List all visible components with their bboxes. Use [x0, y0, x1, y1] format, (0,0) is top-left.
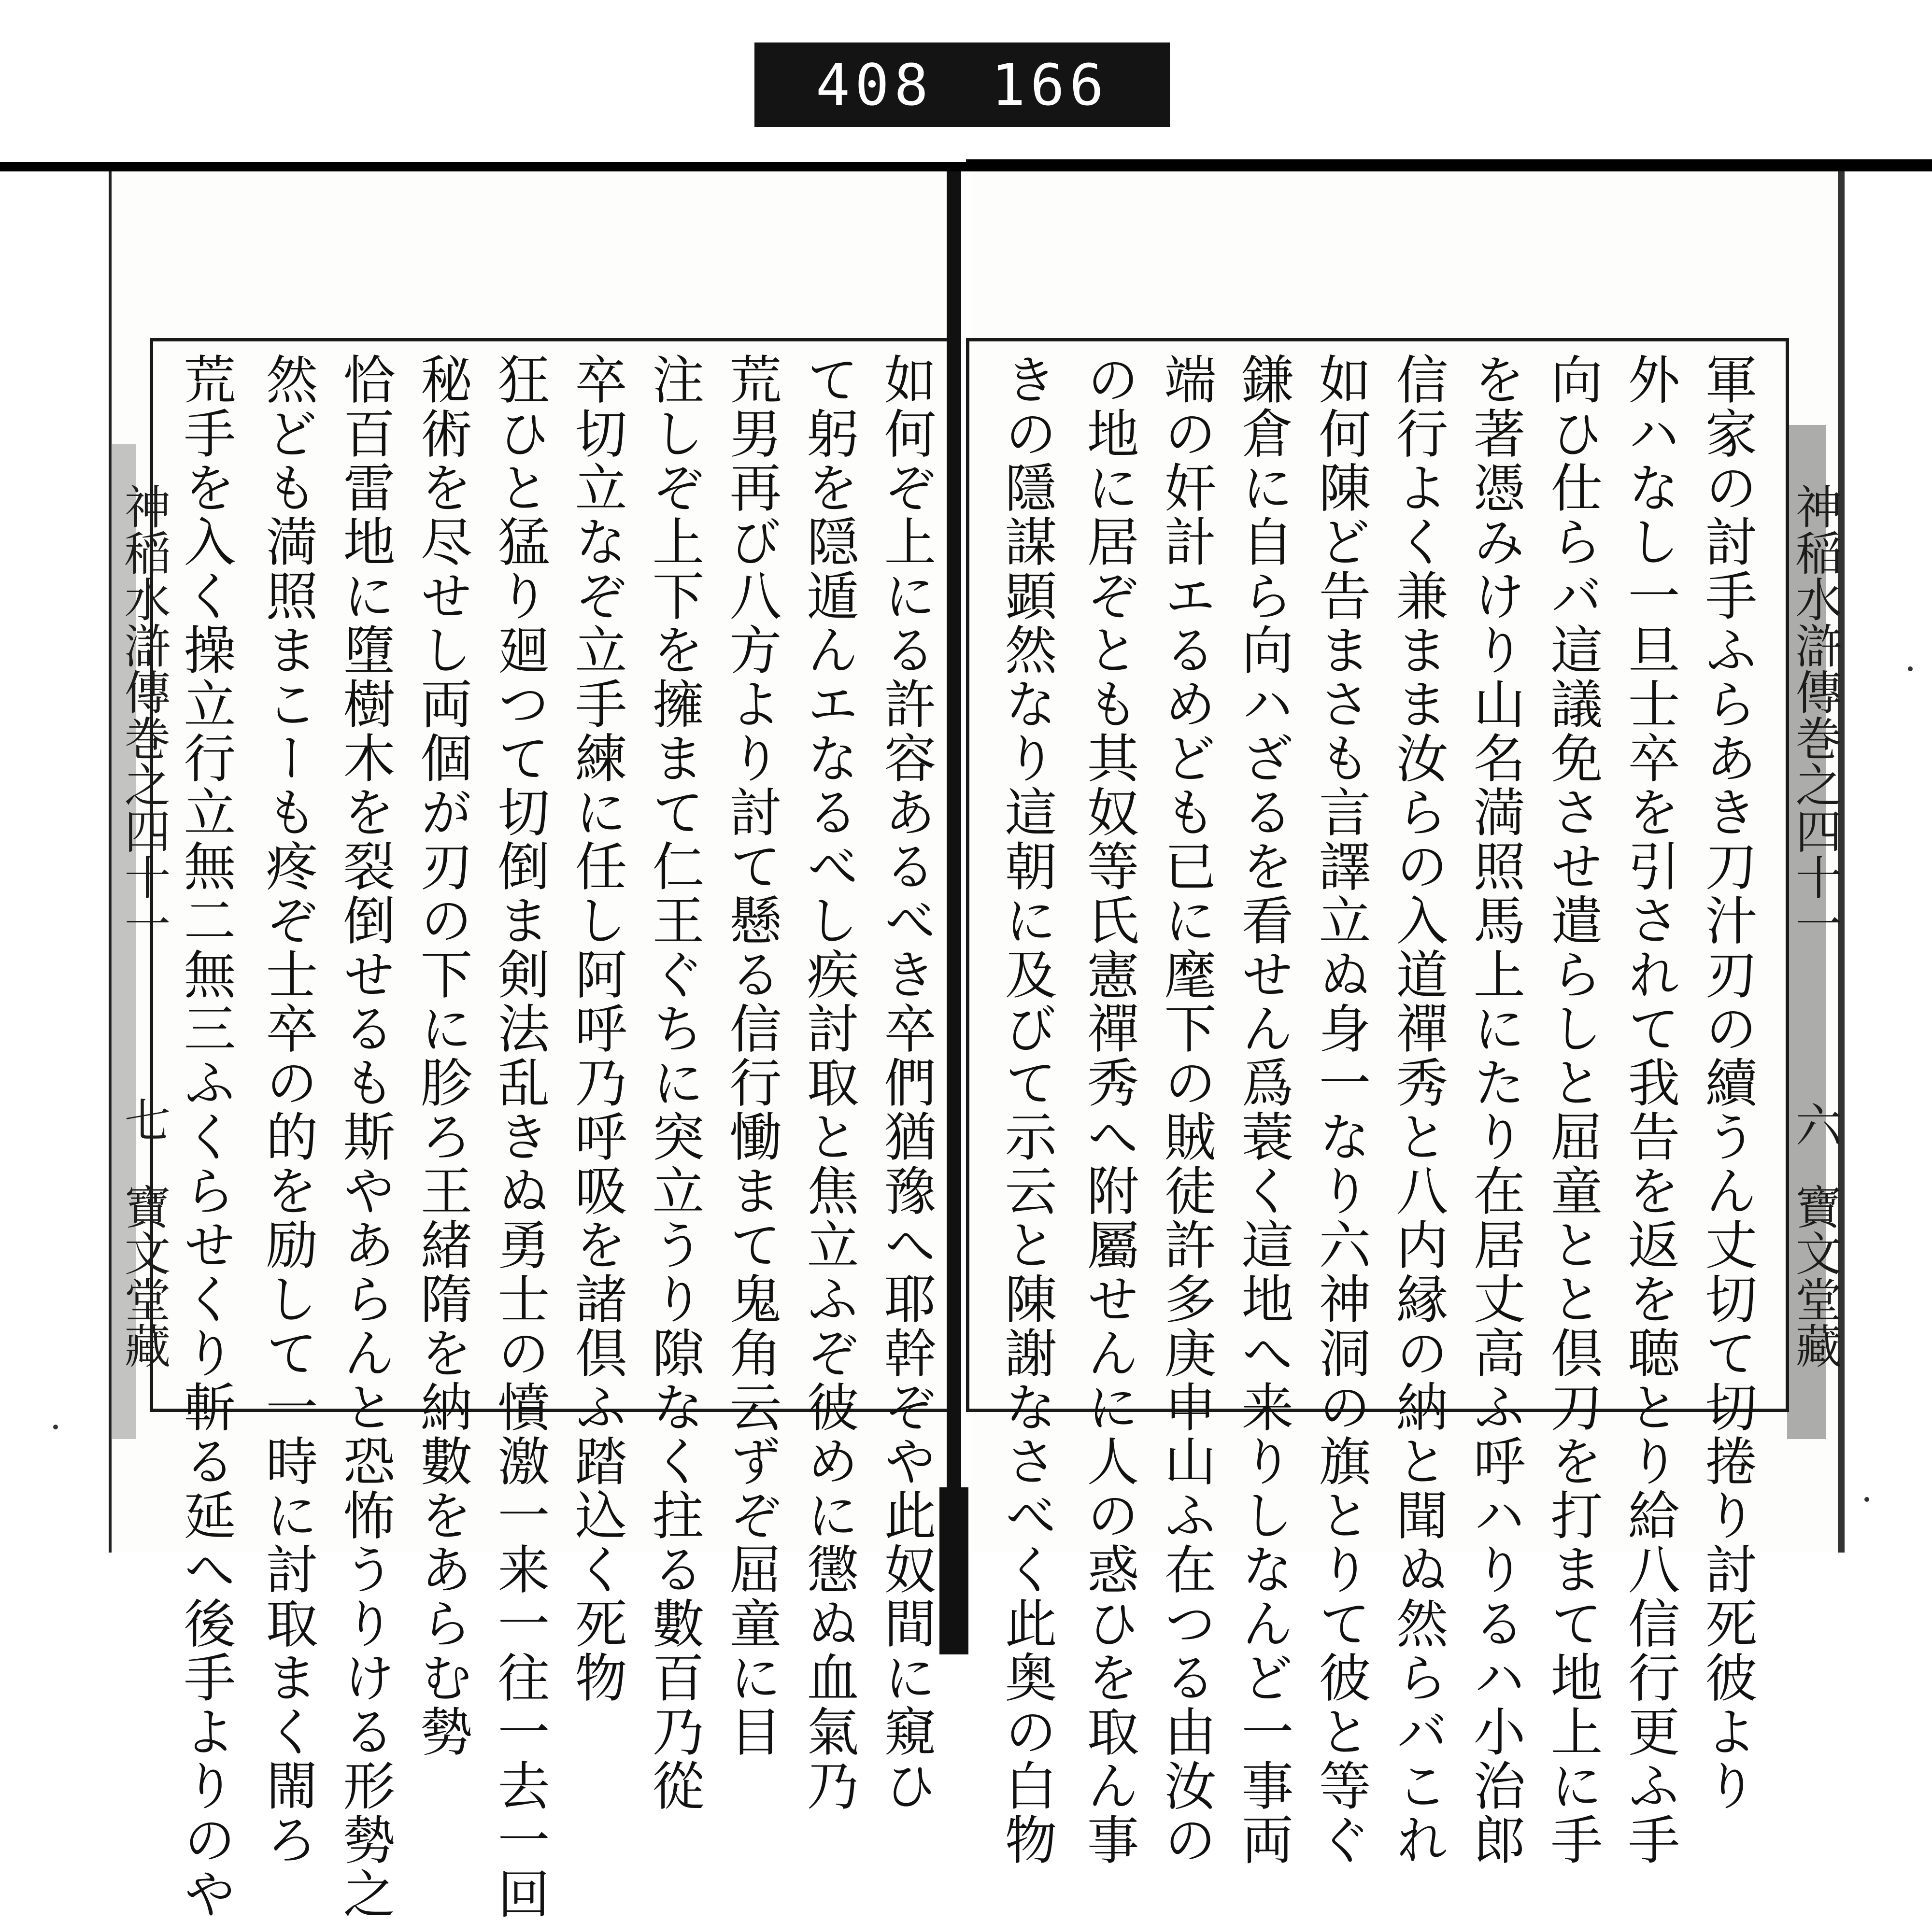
right-page-folio: 六	[1788, 1101, 1842, 1147]
right-col-2: 外ハなし一旦士卒を引されて我告を返を聴とり給八信行更ふ手	[1619, 353, 1679, 1867]
right-col-9: の地に居ぞとも其奴等氏憲禪秀へ附屬せんに人の惑ひを取ん事	[1078, 353, 1138, 1867]
right-col-6: 如何陳ど告まさも言譯立ぬ身一なり六神洞の旗とりて彼と等ぐ	[1310, 353, 1370, 1867]
left-col-7: 秘術を尽せし両個が刃の下に胗ろ王緒隋を納數をあらむ勢	[412, 353, 472, 1759]
scan-speck	[53, 1425, 58, 1429]
left-page-publisher: 寶文堂藏	[117, 1183, 171, 1369]
book-gutter	[947, 171, 961, 1654]
right-col-8: 端の奸計エるめども已に麾下の賊徒許多庚申山ふ在つる由汝の	[1155, 353, 1216, 1867]
right-col-3: 向ひ仕らバ這議免させ遣らしと屈童とと倶刀を打まて地上に手	[1542, 353, 1602, 1867]
left-page-header: 神稲水滸傳巻之四十一	[117, 483, 171, 946]
catalog-number-left: 408	[815, 51, 933, 118]
left-col-4: 注しぞ上下を擁まて仁王ぐちに突立うり隙なく拄る數百乃從	[643, 353, 704, 1813]
left-col-3: 荒男再び八方より討て懸る信行慟まて鬼角云ずぞ屈童に目	[721, 353, 781, 1759]
left-col-10: 荒手を入く操立行立無二無三ふくらせくり斬る延へ後手よりのや	[175, 353, 235, 1921]
right-col-1: 軍家の討手ふらあき刀汁刃の續うん丈切て切捲り討死彼より	[1696, 353, 1757, 1813]
left-col-9: 然ども満照まこーも疼ぞ士卒の的を励して一時に討取まく閙ろ	[257, 353, 317, 1867]
right-col-7: 鎌倉に自ら向ハざるを看せん爲蓑く這地へ来りしなんど一事両	[1233, 353, 1293, 1867]
right-page-publisher: 寶文堂藏	[1788, 1183, 1842, 1369]
left-col-6: 狂ひと猛り廻つて切倒ま剣法乱きぬ勇士の憤激一来一往一去一回	[489, 353, 549, 1921]
gutter-shadow	[939, 1487, 968, 1654]
left-col-5: 卒切立なぞ立手練に任し阿呼乃呼吸を諸倶ふ踏込く死物	[566, 353, 626, 1705]
left-col-1: 如何ぞ上にる許容あるべき卒們猶豫へ耶幹ぞや此奴間に窺ひ	[875, 353, 936, 1813]
right-col-4: を著憑みけり山名満照馬上にたり在居丈高ふ呼ハりるハ小治郎	[1464, 353, 1525, 1867]
catalog-number-right: 166	[991, 51, 1109, 118]
right-page-header: 神稲水滸傳巻之四十一	[1788, 483, 1842, 946]
scan-speck	[1908, 666, 1913, 671]
left-col-2: て躬を隠遁んエなるべし疾討取と焦立ふぞ彼めに懲ぬ血氣乃	[798, 353, 858, 1813]
right-col-10: きの隱謀顕然なり這朝に及びて示云と陳謝なさべく此奥の白物	[996, 353, 1056, 1867]
left-col-8: 恰百雷地に墮樹木を裂倒せるも斯やあらんと恐怖うりける形勢之	[334, 353, 395, 1921]
scan-rule-top-right	[966, 159, 1932, 166]
scan-speck	[1864, 1497, 1869, 1502]
left-page-folio: 七	[117, 1096, 171, 1143]
catalog-label	[754, 42, 1170, 127]
right-col-5: 信行よく兼まま汝らの入道禪秀と八内縁の納と聞ぬ然らバこれ	[1387, 353, 1448, 1867]
